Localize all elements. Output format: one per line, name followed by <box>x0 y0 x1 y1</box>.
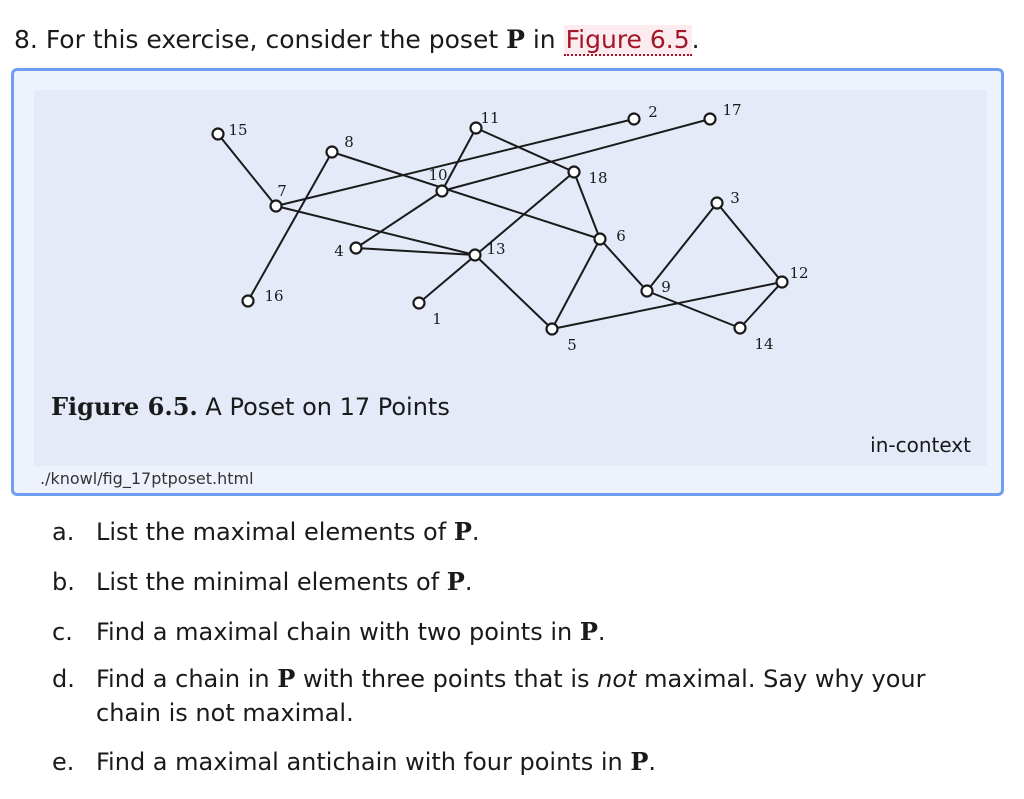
figure-caption-label: Figure 6.5. <box>51 392 198 421</box>
figure-knowl <box>11 68 1004 496</box>
poset-point-label: 15 <box>228 121 248 139</box>
poset-point-6 <box>595 234 606 245</box>
poset-point-label: 8 <box>344 133 354 151</box>
poset-point-7 <box>271 201 282 212</box>
figure-caption-text: A Poset on 17 Points <box>205 393 450 421</box>
poset-point-2 <box>629 114 640 125</box>
poset-symbol: P <box>506 25 525 54</box>
list-item <box>52 662 956 730</box>
item-label: e. <box>52 748 75 776</box>
poset-point-16 <box>243 296 254 307</box>
exercise-items <box>52 512 956 782</box>
item-text: List the maximal elements of <box>96 518 447 546</box>
poset-point-label: 4 <box>334 242 344 260</box>
poset-point-17 <box>705 114 716 125</box>
item-text: Find a maximal chain with two points in <box>96 618 573 646</box>
poset-point-label: 17 <box>722 101 742 119</box>
list-item <box>52 562 956 602</box>
item-label: c. <box>52 618 73 646</box>
poset-point-3 <box>712 198 723 209</box>
poset-point-label: 16 <box>264 287 284 305</box>
poset-symbol: P <box>453 517 472 546</box>
poset-edge-9-3 <box>647 203 717 291</box>
poset-edge-6-9 <box>600 239 647 291</box>
figure-caption <box>51 392 450 421</box>
poset-point-label: 7 <box>277 182 287 200</box>
poset-point-9 <box>642 286 653 297</box>
poset-point-label: 1 <box>432 310 442 328</box>
poset-point-10 <box>437 186 448 197</box>
poset-point-label: 2 <box>648 103 658 121</box>
item-period: . <box>471 518 480 546</box>
poset-point-15 <box>213 129 224 140</box>
item-emphasis: not <box>597 665 637 693</box>
poset-point-label: 3 <box>730 189 740 207</box>
poset-point-1 <box>414 298 425 309</box>
item-period: . <box>464 568 473 596</box>
poset-diagram <box>34 90 987 390</box>
poset-point-18 <box>569 167 580 178</box>
item-text: Find a maximal antichain with four points in <box>96 748 623 776</box>
figure-link[interactable]: Figure 6.5 <box>565 25 690 54</box>
problem-text: For this exercise, consider the poset <box>45 25 499 54</box>
figure-panel <box>34 90 987 466</box>
problem-number: 8. <box>14 25 38 54</box>
item-label: a. <box>52 518 75 546</box>
poset-symbol: P <box>630 747 649 776</box>
problem-text-in: in <box>532 25 556 54</box>
item-text: Find a chain in <box>96 665 270 693</box>
poset-edge-7-13 <box>276 206 475 255</box>
poset-edge-6-5 <box>552 239 600 329</box>
poset-edge-11-18 <box>476 128 574 172</box>
poset-point-14 <box>735 323 746 334</box>
poset-point-label: 10 <box>428 166 448 184</box>
poset-point-label: 9 <box>661 278 671 296</box>
in-context-link[interactable]: in-context <box>870 433 971 457</box>
poset-edge-4-10 <box>356 191 442 248</box>
list-item <box>52 612 956 652</box>
poset-edge-15-7 <box>218 134 276 206</box>
poset-point-12 <box>777 277 788 288</box>
poset-point-5 <box>547 324 558 335</box>
item-period: . <box>648 748 657 776</box>
item-label: b. <box>52 568 75 596</box>
poset-edge-16-8 <box>248 152 332 301</box>
poset-symbol: P <box>446 567 465 596</box>
knowl-source-link[interactable]: ./knowl/fig_17ptposet.html <box>40 469 254 488</box>
list-item <box>52 742 956 782</box>
poset-point-label: 6 <box>616 227 626 245</box>
poset-point-label: 13 <box>486 240 506 258</box>
poset-point-label: 12 <box>789 264 809 282</box>
item-text: maximal. Say why your chain is not maximal. <box>96 665 926 727</box>
poset-point-label: 5 <box>567 336 577 354</box>
poset-point-label: 11 <box>480 109 500 127</box>
item-text: List the minimal elements of <box>96 568 440 596</box>
poset-point-13 <box>470 250 481 261</box>
list-item <box>52 512 956 552</box>
poset-point-label: 18 <box>588 169 608 187</box>
item-label: d. <box>52 665 75 693</box>
poset-edge-3-12 <box>717 203 782 282</box>
poset-edge-9-14 <box>647 291 740 328</box>
poset-symbol: P <box>579 617 598 646</box>
poset-point-4 <box>351 243 362 254</box>
poset-edge-13-5 <box>475 255 552 329</box>
poset-point-label: 14 <box>754 335 774 353</box>
problem-period: . <box>691 25 700 54</box>
poset-symbol: P <box>277 664 296 693</box>
problem-statement <box>14 22 700 58</box>
item-period: . <box>597 618 606 646</box>
poset-point-8 <box>327 147 338 158</box>
item-text: with three points that is <box>302 665 590 693</box>
